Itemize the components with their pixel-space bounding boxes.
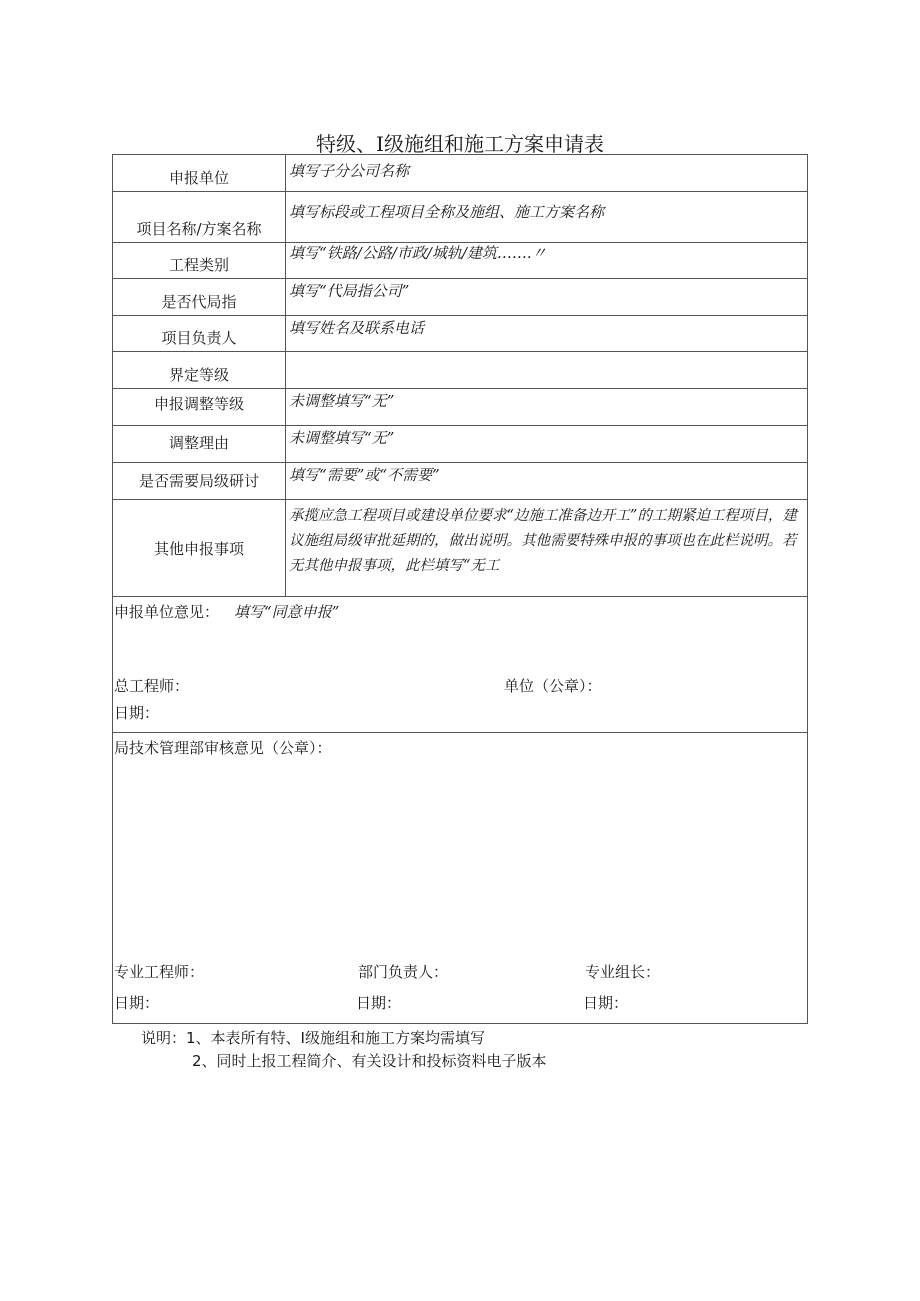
unit-opinion-label: 申报单位意见： (114, 603, 220, 621)
form-row-reporting-unit (113, 155, 807, 192)
form-row-other-matters (113, 500, 807, 597)
form-row-agency (113, 279, 807, 316)
engineer-label: 专业工程师： (114, 963, 205, 981)
row-value: 未调整填写“无” (289, 429, 395, 447)
row-label: 工程类别 (113, 243, 286, 278)
form-row-discussion (113, 463, 807, 500)
chief-engineer-label: 总工程师： (114, 677, 190, 695)
group-leader-label: 专业组长： (585, 963, 661, 981)
row-label: 项目负责人 (113, 316, 286, 351)
group-leader-date-label: 日期： (583, 994, 629, 1012)
form-row-adjusted-level (113, 389, 807, 426)
row-value: 填写“代局指公司” (289, 282, 410, 300)
row-label: 申报单位 (113, 155, 286, 191)
form-row-project-leader (113, 316, 807, 352)
application-form-table (112, 154, 808, 1024)
note-line-2: 2、同时上报工程简介、有关设计和投标资料电子版本 (192, 1052, 547, 1070)
row-label: 其他申报事项 (113, 500, 286, 596)
unit-date-label: 日期： (114, 704, 160, 722)
form-row-project-type (113, 243, 807, 279)
unit-opinion-value: 填写“同意申报” (234, 603, 340, 621)
row-label: 是否代局指 (113, 279, 286, 315)
unit-seal-label: 单位（公章）： (504, 677, 602, 695)
page-title: 特级、Ⅰ级施组和施工方案申请表 (316, 132, 604, 156)
row-value: 填写标段或工程项目全称及施组、施工方案名称 (289, 203, 605, 221)
row-value: 填写子分公司名称 (289, 162, 410, 180)
bureau-review-label: 局技术管理部审核意见（公章）： (114, 739, 332, 757)
row-label: 是否需要局级研讨 (113, 463, 286, 499)
row-label: 项目名称/方案名称 (113, 192, 286, 242)
row-value: 填写姓名及联系电话 (289, 319, 425, 337)
bureau-review-section (113, 733, 807, 1023)
unit-opinion-section (113, 597, 807, 733)
dept-head-label: 部门负责人： (358, 963, 449, 981)
row-value: 填写“铁路/公路/市政/城轨/建筑…….〃 (289, 244, 547, 262)
row-label: 调整理由 (113, 426, 286, 462)
row-label: 申报调整等级 (113, 389, 286, 425)
row-value: 承揽应急工程项目或建设单位要求“边施工准备边开工”的工期紧迫工程项目，建议施组局级审批延期的，做出说明。其他需要特殊申报的事项也在此栏说明。若无其他申报事项，此栏填写“无工 (289, 508, 797, 574)
row-value: 填写“需要”或“不需要” (289, 466, 440, 484)
form-row-project-name (113, 192, 807, 243)
row-value: 未调整填写“无” (289, 392, 395, 410)
row-label: 界定等级 (113, 352, 286, 388)
form-row-defined-level (113, 352, 807, 389)
dept-head-date-label: 日期： (356, 994, 402, 1012)
form-row-adjust-reason (113, 426, 807, 463)
engineer-date-label: 日期： (114, 994, 160, 1012)
note-line-1: 说明：1、本表所有特、Ⅰ级施组和施工方案均需填写 (141, 1029, 485, 1047)
